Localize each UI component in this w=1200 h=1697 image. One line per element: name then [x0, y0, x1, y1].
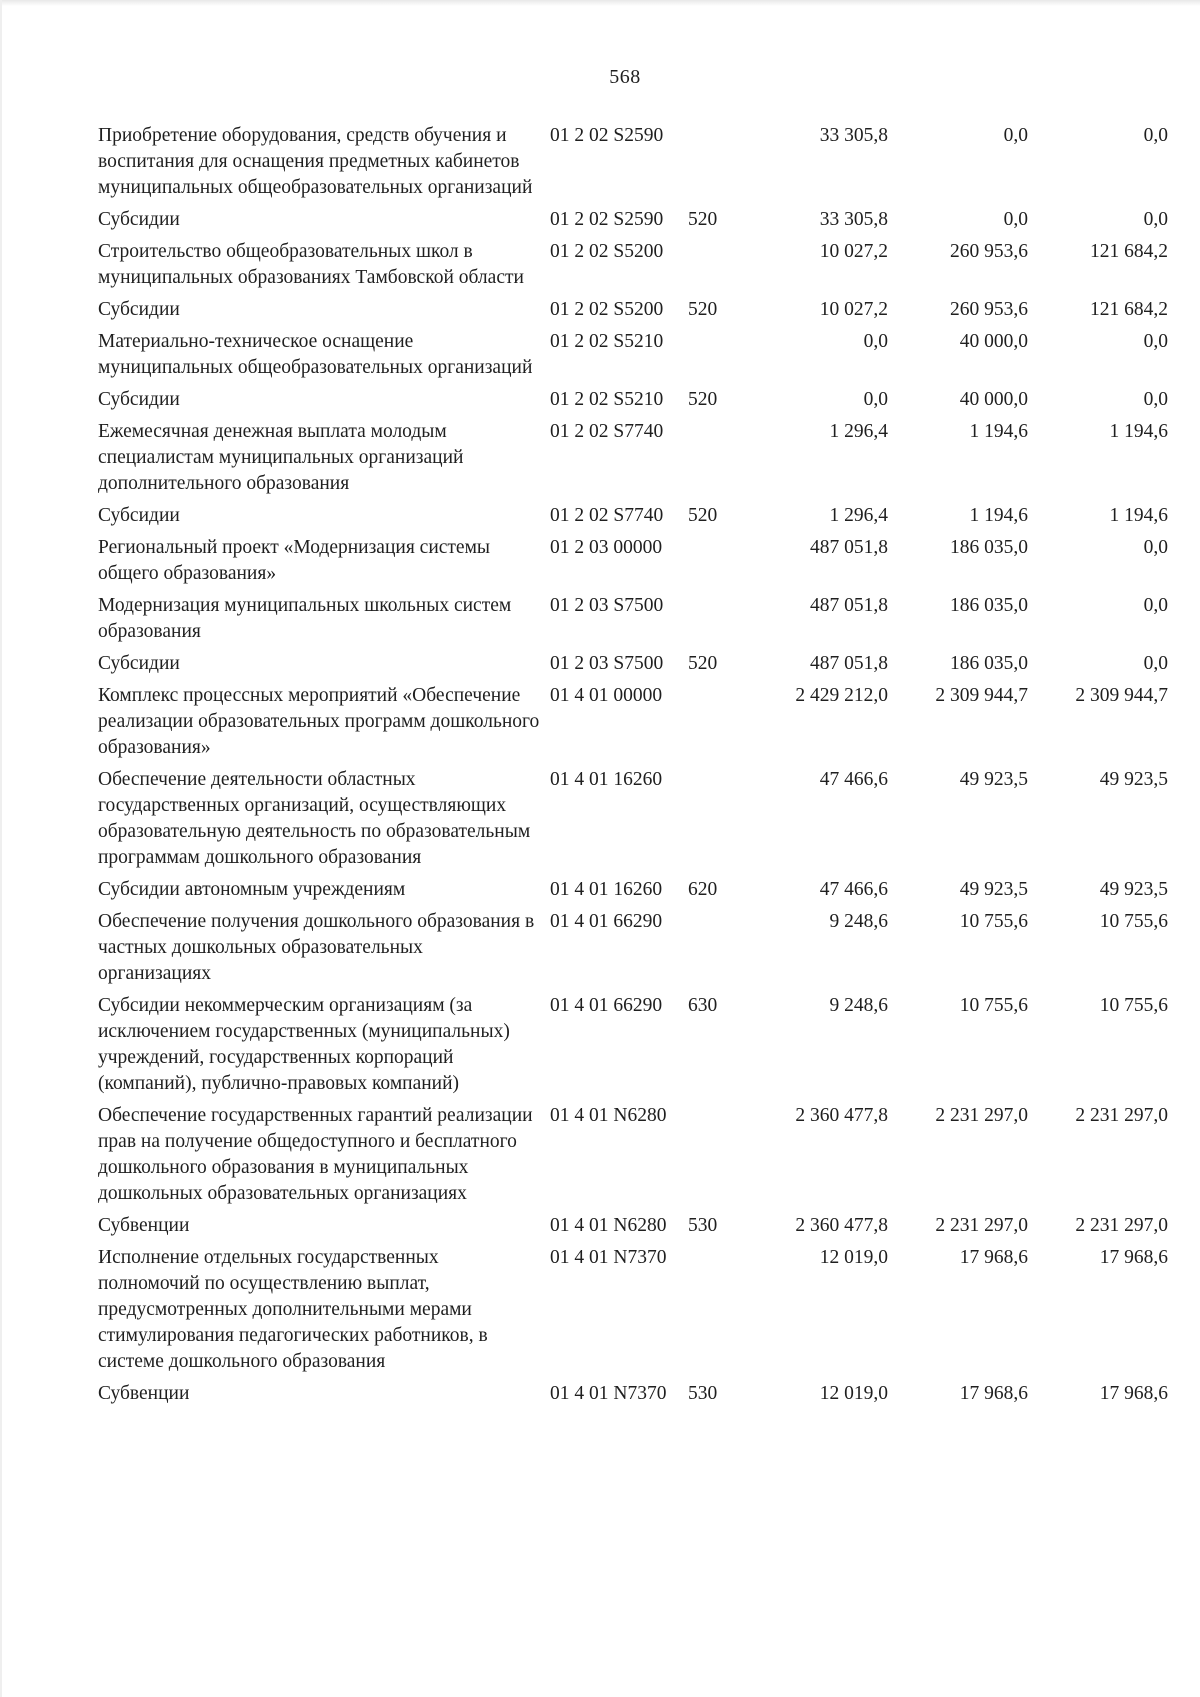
row-vr: 520: [688, 209, 718, 230]
row-value-2: 1 194,6: [969, 505, 1028, 526]
row-value-1: 10 027,2: [819, 299, 888, 320]
row-value-1: 487 051,8: [810, 653, 888, 674]
row-value-3: 0,0: [1143, 389, 1168, 410]
row-code: 01 2 02 S7740: [550, 421, 664, 442]
row-name: Обеспечение государственных гарантий реализации прав на получение общедоступного и бесплатного дошкольного образования в муниципальных дошкольных образовательных организациях: [98, 1105, 533, 1204]
row-value-3: 49 923,5: [1099, 879, 1168, 900]
row-value-1: 10 027,2: [819, 241, 888, 262]
row-value-3: 121 684,2: [1090, 299, 1168, 320]
row-value-3: 2 231 297,0: [1075, 1215, 1168, 1236]
row-name: Исполнение отдельных государственных полномочий по осуществлению выплат, предусмотренных дополнительными мерами стимулирования педагогических работников, в системе дошкольного образования: [98, 1247, 488, 1372]
row-name: Региональный проект «Модернизация системы общего образования»: [98, 537, 491, 584]
row-name: Строительство общеобразовательных школ в муниципальных образованиях Тамбовской области: [98, 241, 524, 288]
row-value-1: 47 466,6: [819, 879, 888, 900]
row-code: 01 2 02 S2590: [550, 209, 664, 230]
row-value-3: 1 194,6: [1109, 505, 1168, 526]
row-value-3: 0,0: [1143, 209, 1168, 230]
row-vr: 520: [688, 299, 718, 320]
row-name: Субсидии: [98, 389, 180, 410]
row-code: 01 4 01 00000: [550, 685, 663, 706]
row-value-3: 2 231 297,0: [1075, 1105, 1168, 1126]
row-value-1: 0,0: [863, 331, 888, 352]
row-vr: 530: [688, 1383, 718, 1404]
row-name: Субсидии: [98, 299, 180, 320]
row-vr: 530: [688, 1215, 718, 1236]
row-value-2: 10 755,6: [959, 995, 1028, 1016]
table-row: [98, 419, 1168, 497]
row-code: 01 2 03 S7500: [550, 595, 664, 616]
table-row: [98, 909, 1168, 987]
row-value-1: 1 296,4: [829, 505, 888, 526]
row-value-1: 33 305,8: [819, 209, 888, 230]
row-value-2: 260 953,6: [950, 241, 1028, 262]
row-value-1: 33 305,8: [819, 125, 888, 146]
row-value-1: 12 019,0: [819, 1247, 888, 1268]
row-code: 01 4 01 66290: [550, 995, 663, 1016]
table-row: [98, 535, 1168, 587]
page-number: 568: [609, 66, 641, 88]
row-value-3: 17 968,6: [1099, 1383, 1168, 1404]
row-code: 01 2 02 S7740: [550, 505, 664, 526]
row-value-1: 2 360 477,8: [795, 1105, 888, 1126]
row-vr: 520: [688, 389, 718, 410]
row-name: Субсидии: [98, 209, 180, 230]
row-code: 01 2 03 00000: [550, 537, 663, 558]
row-value-1: 2 429 212,0: [795, 685, 888, 706]
row-value-1: 487 051,8: [810, 537, 888, 558]
row-code: 01 2 02 S5210: [550, 389, 664, 410]
row-value-1: 0,0: [863, 389, 888, 410]
table-row: [98, 387, 1168, 413]
row-value-2: 49 923,5: [959, 769, 1028, 790]
table-row: [98, 651, 1168, 677]
row-value-2: 2 231 297,0: [935, 1215, 1028, 1236]
row-value-3: 2 309 944,7: [1075, 685, 1168, 706]
row-vr: 630: [688, 995, 718, 1016]
row-value-1: 12 019,0: [819, 1383, 888, 1404]
row-value-2: 186 035,0: [950, 537, 1028, 558]
row-code: 01 4 01 N6280: [550, 1215, 667, 1236]
row-value-1: 487 051,8: [810, 595, 888, 616]
row-value-2: 260 953,6: [950, 299, 1028, 320]
table-row: [98, 1103, 1168, 1207]
row-value-1: 9 248,6: [829, 995, 888, 1016]
row-value-3: 49 923,5: [1099, 769, 1168, 790]
row-value-2: 186 035,0: [950, 595, 1028, 616]
table-row: [98, 123, 1168, 201]
row-value-3: 10 755,6: [1099, 911, 1168, 932]
row-value-3: 17 968,6: [1099, 1247, 1168, 1268]
row-value-3: 1 194,6: [1109, 421, 1168, 442]
row-name: Комплекс процессных мероприятий «Обеспечение реализации образовательных программ дошкольного образования»: [98, 685, 540, 758]
row-value-2: 49 923,5: [959, 879, 1028, 900]
table-row: [98, 593, 1168, 645]
row-vr: 620: [688, 879, 718, 900]
row-value-3: 0,0: [1143, 537, 1168, 558]
row-name: Обеспечение деятельности областных государственных организаций, осуществляющих образовательную деятельность по образовательным программам дошкольного образования: [98, 769, 531, 868]
row-code: 01 4 01 16260: [550, 769, 663, 790]
row-code: 01 4 01 N7370: [550, 1383, 667, 1404]
row-name: Субсидии: [98, 505, 180, 526]
row-name: Материально-техническое оснащение муниципальных общеобразовательных организаций: [98, 331, 533, 378]
table-row: [98, 767, 1168, 871]
table-row: [98, 239, 1168, 291]
row-code: 01 4 01 N6280: [550, 1105, 667, 1126]
row-name: Ежемесячная денежная выплата молодым специалистам муниципальных организаций дополнительного образования: [98, 421, 464, 494]
row-value-2: 40 000,0: [959, 331, 1028, 352]
row-code: 01 4 01 66290: [550, 911, 663, 932]
table-row: [98, 1381, 1168, 1407]
row-name: Приобретение оборудования, средств обучения и воспитания для оснащения предметных кабинетов муниципальных общеобразовательных организаций: [98, 125, 533, 198]
row-value-2: 186 035,0: [950, 653, 1028, 674]
row-name: Субсидии некоммерческим организациям (за исключением государственных (муниципальных) учреждений, государственных корпораций (компаний), публично-правовых компаний): [98, 995, 510, 1094]
row-value-3: 10 755,6: [1099, 995, 1168, 1016]
row-value-1: 9 248,6: [829, 911, 888, 932]
row-value-2: 2 309 944,7: [935, 685, 1028, 706]
row-value-2: 0,0: [1003, 209, 1028, 230]
row-value-2: 1 194,6: [969, 421, 1028, 442]
row-value-1: 47 466,6: [819, 769, 888, 790]
row-code: 01 2 02 S5200: [550, 241, 664, 262]
row-value-3: 0,0: [1143, 125, 1168, 146]
table-row: [98, 1245, 1168, 1375]
row-value-1: 1 296,4: [829, 421, 888, 442]
row-name: Субсидии: [98, 653, 180, 674]
row-value-2: 40 000,0: [959, 389, 1028, 410]
row-value-2: 2 231 297,0: [935, 1105, 1028, 1126]
row-code: 01 2 03 S7500: [550, 653, 664, 674]
row-value-1: 2 360 477,8: [795, 1215, 888, 1236]
row-code: 01 4 01 16260: [550, 879, 663, 900]
row-vr: 520: [688, 653, 718, 674]
row-name: Субвенции: [98, 1383, 190, 1404]
row-value-2: 17 968,6: [959, 1247, 1028, 1268]
table-row: [98, 503, 1168, 529]
row-code: 01 2 02 S2590: [550, 125, 664, 146]
table-row: [98, 297, 1168, 323]
row-value-3: 0,0: [1143, 331, 1168, 352]
row-value-2: 0,0: [1003, 125, 1028, 146]
row-name: Модернизация муниципальных школьных систем образования: [98, 595, 512, 642]
table-row: [98, 993, 1168, 1097]
row-value-3: 0,0: [1143, 595, 1168, 616]
row-value-3: 0,0: [1143, 653, 1168, 674]
table-row: [98, 329, 1168, 381]
budget-table: [98, 123, 1168, 1413]
row-name: Субсидии автономным учреждениям: [98, 879, 406, 900]
row-value-2: 10 755,6: [959, 911, 1028, 932]
row-name: Субвенции: [98, 1215, 190, 1236]
row-code: 01 4 01 N7370: [550, 1247, 667, 1268]
table-row: [98, 1213, 1168, 1239]
table-row: [98, 683, 1168, 761]
table-row: [98, 207, 1168, 233]
scan-left-edge: [0, 0, 2, 1697]
row-code: 01 2 02 S5200: [550, 299, 664, 320]
scan-top-edge: [0, 0, 1200, 6]
row-vr: 520: [688, 505, 718, 526]
row-value-3: 121 684,2: [1090, 241, 1168, 262]
row-value-2: 17 968,6: [959, 1383, 1028, 1404]
row-name: Обеспечение получения дошкольного образования в частных дошкольных образовательных организациях: [98, 911, 535, 984]
row-code: 01 2 02 S5210: [550, 331, 664, 352]
table-row: [98, 877, 1168, 903]
